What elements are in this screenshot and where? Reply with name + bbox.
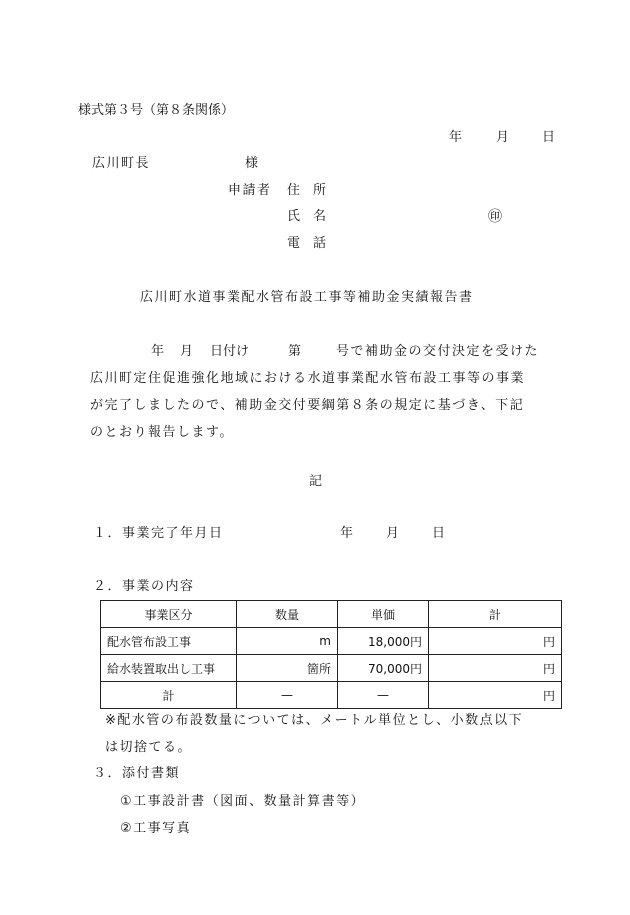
table-row — [101, 682, 562, 709]
document-title: 広川町水道事業配水管布設工事等補助金実績報告書 — [140, 290, 474, 305]
section1-day: 日 — [432, 526, 446, 541]
body-number: 第 — [288, 344, 302, 359]
table-header-row — [101, 601, 562, 628]
row3-total: 円 — [429, 682, 562, 709]
address-label: 住 所 — [287, 183, 327, 198]
section1-month: 月 — [386, 526, 400, 541]
phone-label: 電 話 — [287, 236, 327, 251]
header-category: 事業区分 — [101, 601, 237, 628]
body-line2: 広川町定住促進強化地域における水道事業配水管布設工事等の事業 — [90, 371, 526, 386]
date-year-label: 年 — [449, 130, 463, 145]
row3-category: 計 — [101, 682, 237, 709]
note-line1: ※配水管の布設数量については、メートル単位とし、小数点以下 — [105, 713, 524, 728]
row1-total: 円 — [429, 628, 562, 655]
attachment-item: ①工事設計書（図面、数量計算書等） — [120, 794, 366, 809]
ki-heading: 記 — [309, 474, 323, 489]
work-items-table — [100, 600, 562, 709]
row2-category: 給水装置取出し工事 — [101, 655, 237, 682]
row2-quantity: 箇所 — [237, 655, 338, 682]
row1-category: 配水管布設工事 — [101, 628, 237, 655]
addressee-honorific: 様 — [245, 156, 259, 171]
seal-mark: ㊞ — [488, 209, 502, 225]
header-unit-price: 単価 — [338, 601, 429, 628]
row3-quantity: — — [237, 682, 338, 709]
section3-label: ３．添付書類 — [93, 766, 181, 781]
attachment-item: ②工事写真 — [120, 821, 192, 836]
body-line1-rest: 号で補助金の交付決定を受けた — [336, 344, 540, 359]
applicant-label: 申請者 — [228, 183, 272, 198]
row2-unit-price: 70,000円 — [338, 655, 429, 682]
section2-label: ２．事業の内容 — [93, 579, 195, 594]
section1-label: １．事業完了年月日 — [93, 526, 224, 541]
table-row — [101, 628, 562, 655]
name-label: 氏 名 — [287, 209, 327, 224]
body-line3: が完了しましたので、補助金交付要綱第８条の規定に基づき、下記 — [90, 398, 525, 413]
body-line4: のとおり報告します。 — [90, 425, 234, 440]
section1-year: 年 — [340, 526, 354, 541]
body-year: 年 — [151, 344, 165, 359]
date-day-label: 日 — [542, 130, 556, 145]
date-month-label: 月 — [496, 130, 510, 145]
row1-unit-price: 18,000円 — [338, 628, 429, 655]
note-line2: は切捨てる。 — [105, 740, 193, 755]
addressee-name: 広川町長 — [92, 156, 151, 171]
header-total: 計 — [429, 601, 562, 628]
body-month: 月 — [180, 344, 194, 359]
row3-unit-price: — — [338, 682, 429, 709]
body-day: 日付け — [210, 344, 250, 359]
row2-total: 円 — [429, 655, 562, 682]
header-quantity: 数量 — [237, 601, 338, 628]
form-number: 様式第３号（第８条関係） — [78, 103, 235, 118]
row1-quantity: m — [237, 628, 338, 655]
table-row — [101, 655, 562, 682]
